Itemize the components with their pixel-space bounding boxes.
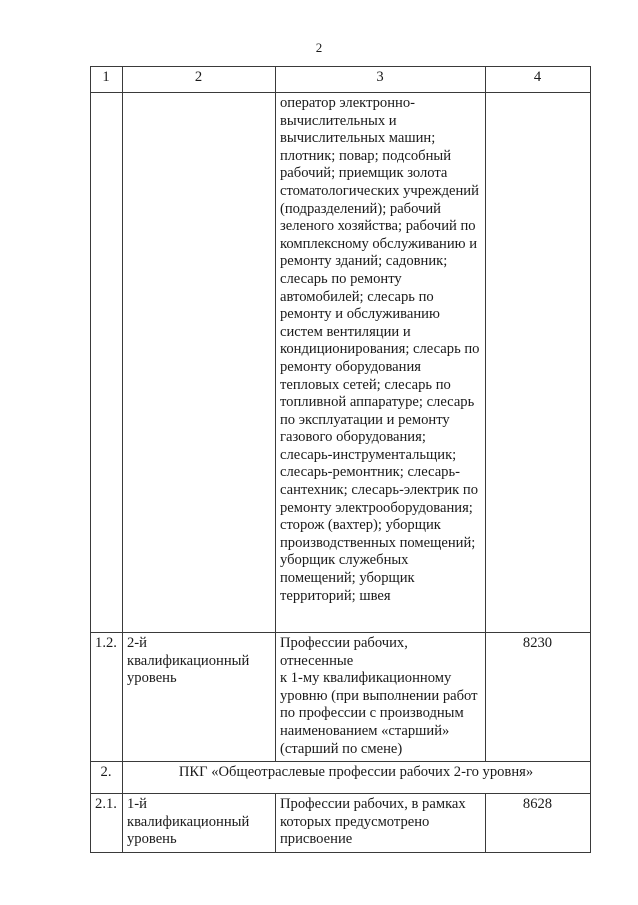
table-row-2-1 — [91, 794, 591, 853]
qualification-level: 2-й квалификационный уровень — [123, 633, 276, 762]
professions-list-continued: оператор электронно- вычислительных и вычислительных машин; плотник; повар; подсобный рабочий; приемщик золота стоматологических учреждений (подразделений); рабочий зеленого хозяйства; рабочий по комплексному обслуживанию и ремонту зданий; садовник; слесарь по ремонту автомобилей; слесарь по ремонту и обслуживанию систем вентиляции и кондиционирования; слесарь по ремонту оборудования тепловых сетей; слесарь по топливной аппаратуре; слесарь по эксплуатации и ремонту газового оборудования; слесарь-инструментальщик; слесарь-ремонтник; слесарь- сантехник; слесарь-электрик по ремонту электрооборудования; сторож (вахтер); уборщик производственных помещений; уборщик служебных помещений; уборщик территорий; швея — [276, 93, 486, 633]
table-row-1-2 — [91, 633, 591, 762]
table-row-continuation — [91, 93, 591, 633]
professions-description: Профессии рабочих, отнесенные к 1-му квалификационному уровню (при выполнении работ по профессии с производным наименованием «старший» (старший по смене) — [276, 633, 486, 762]
page-number: 2 — [315, 40, 323, 55]
row-number: 1.2. — [91, 633, 123, 762]
qualification-level: 1-й квалификационный уровень — [123, 794, 276, 853]
salary-value: 8230 — [486, 633, 591, 762]
empty-cell — [123, 93, 276, 633]
table-header-row — [91, 67, 591, 93]
header-cell-4: 4 — [486, 67, 591, 93]
professions-description: Профессии рабочих, в рамках которых предусмотрено присвоение — [276, 794, 486, 853]
empty-cell — [91, 93, 123, 633]
header-cell-2: 2 — [123, 67, 276, 93]
row-number: 2.1. — [91, 794, 123, 853]
section-title: ПКГ «Общеотраслевые профессии рабочих 2-го уровня» — [123, 762, 591, 794]
salary-value: 8628 — [486, 794, 591, 853]
table-row-section-2 — [91, 762, 591, 794]
header-cell-3: 3 — [276, 67, 486, 93]
empty-cell — [486, 93, 591, 633]
section-number: 2. — [91, 762, 123, 794]
salary-table — [90, 66, 591, 853]
header-cell-1: 1 — [91, 67, 123, 93]
